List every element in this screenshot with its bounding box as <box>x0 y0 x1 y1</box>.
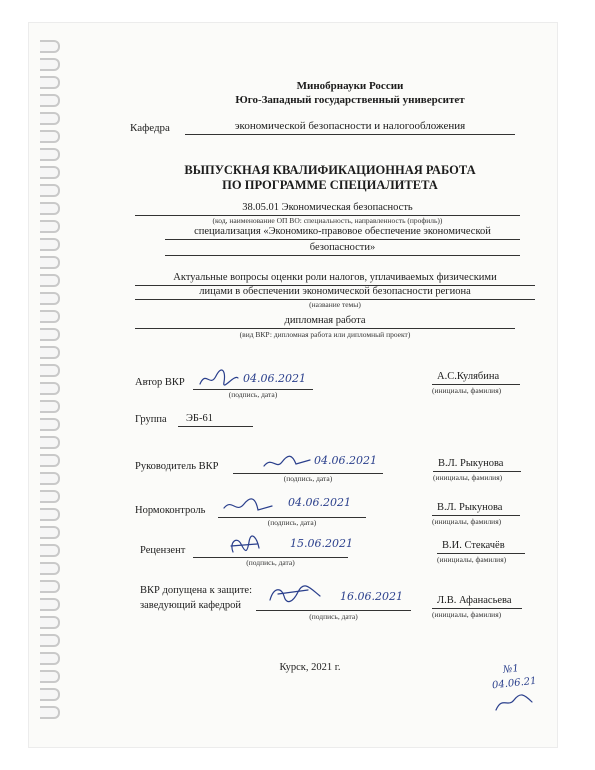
specialization-text-line1: специализация «Экономико-правовое обеспечение экономической <box>194 226 491 237</box>
norm-control-name-caption: (инициалы, фамилия) <box>432 517 502 526</box>
margin-signature-icon <box>494 692 534 716</box>
vkr-type-caption: (вид ВКР: дипломная работа или дипломный проект) <box>239 330 411 339</box>
supervisor-label: Руководитель ВКР <box>135 461 219 472</box>
reviewer-name: В.И. Стекачёв <box>442 540 505 551</box>
reviewer-name-caption: (инициалы, фамилия) <box>437 555 507 564</box>
supervisor-signature-icon <box>262 452 312 474</box>
reviewer-sign-date: 15.06.2021 <box>290 537 353 550</box>
reviewer-sign-caption: (подпись, дата) <box>246 558 295 567</box>
vkr-type-line <box>135 328 515 329</box>
group-value: ЭБ-61 <box>186 413 213 424</box>
ministry-name: Минобрнауки России <box>296 80 404 92</box>
supervisor-name: В.Л. Рыкунова <box>438 458 504 469</box>
department-label: Кафедра <box>130 122 170 134</box>
department-value: экономической безопасности и налогообложения <box>234 120 466 132</box>
group-line <box>178 426 253 427</box>
norm-control-name: В.Л. Рыкунова <box>437 502 503 513</box>
work-title-line2: ПО ПРОГРАММЕ СПЕЦИАЛИТЕТА <box>222 178 438 192</box>
norm-control-name-line <box>432 515 520 516</box>
norm-control-label: Нормоконтроль <box>135 505 206 516</box>
author-signature-icon <box>198 368 240 390</box>
author-name: А.С.Кулябина <box>437 371 500 382</box>
vkr-type-value: дипломная работа <box>284 315 366 326</box>
group-label: Группа <box>135 414 167 425</box>
topic-line1: Актуальные вопросы оценки роли налогов, уплачиваемых физическими <box>173 272 497 283</box>
admission-sign-line <box>256 610 411 611</box>
supervisor-name-caption: (инициалы, фамилия) <box>433 473 503 482</box>
department-line <box>185 134 515 135</box>
specialty-caption: (код, наименование ОП ВО: специальность, направленность (профиль)) <box>212 216 443 225</box>
specialization-line1 <box>165 239 520 240</box>
reviewer-label: Рецензент <box>140 545 186 556</box>
author-label: Автор ВКР <box>135 377 185 388</box>
supervisor-sign-caption: (подпись, дата) <box>283 474 333 483</box>
admission-label-line1: ВКР допущена к защите: <box>140 585 252 596</box>
admission-name: Л.В. Афанасьева <box>437 595 512 606</box>
norm-control-sign-date: 04.06.2021 <box>288 496 351 509</box>
university-name: Юго-Западный государственный университет <box>235 94 465 106</box>
topic-caption: (название темы) <box>309 300 361 309</box>
author-sign-caption: (подпись, дата) <box>228 390 278 399</box>
reviewer-signature-icon <box>227 534 261 558</box>
margin-note-line1: №1 <box>502 663 520 676</box>
admission-name-line <box>432 608 522 609</box>
reviewer-name-line <box>437 553 525 554</box>
specialization-text-line2: безопасности» <box>309 242 376 253</box>
spiral-binding <box>40 40 62 730</box>
author-name-line <box>432 384 520 385</box>
margin-note-line2: 04.06.21 <box>491 675 537 692</box>
author-sign-date: 04.06.2021 <box>243 372 306 385</box>
admission-signature-icon <box>268 584 322 608</box>
work-title-line1: ВЫПУСКНАЯ КВАЛИФИКАЦИОННАЯ РАБОТА <box>184 163 476 177</box>
admission-name-caption: (инициалы, фамилия) <box>432 610 502 619</box>
specialty-code: 38.05.01 Экономическая безопасность <box>242 202 413 213</box>
admission-label-line2: заведующий кафедрой <box>140 600 242 611</box>
admission-sign-caption: (подпись, дата) <box>309 612 358 621</box>
author-name-caption: (инициалы, фамилия) <box>432 386 502 395</box>
norm-control-sign-caption: (подпись, дата) <box>267 518 317 527</box>
specialization-line2 <box>165 255 520 256</box>
admission-sign-date: 16.06.2021 <box>340 590 403 603</box>
city-year: Курск, 2021 г. <box>279 662 341 673</box>
supervisor-name-line <box>433 471 521 472</box>
norm-control-signature-icon <box>222 496 274 518</box>
topic-line2: лицами в обеспечении экономической безопасности региона <box>199 286 471 297</box>
supervisor-sign-date: 04.06.2021 <box>314 454 377 467</box>
